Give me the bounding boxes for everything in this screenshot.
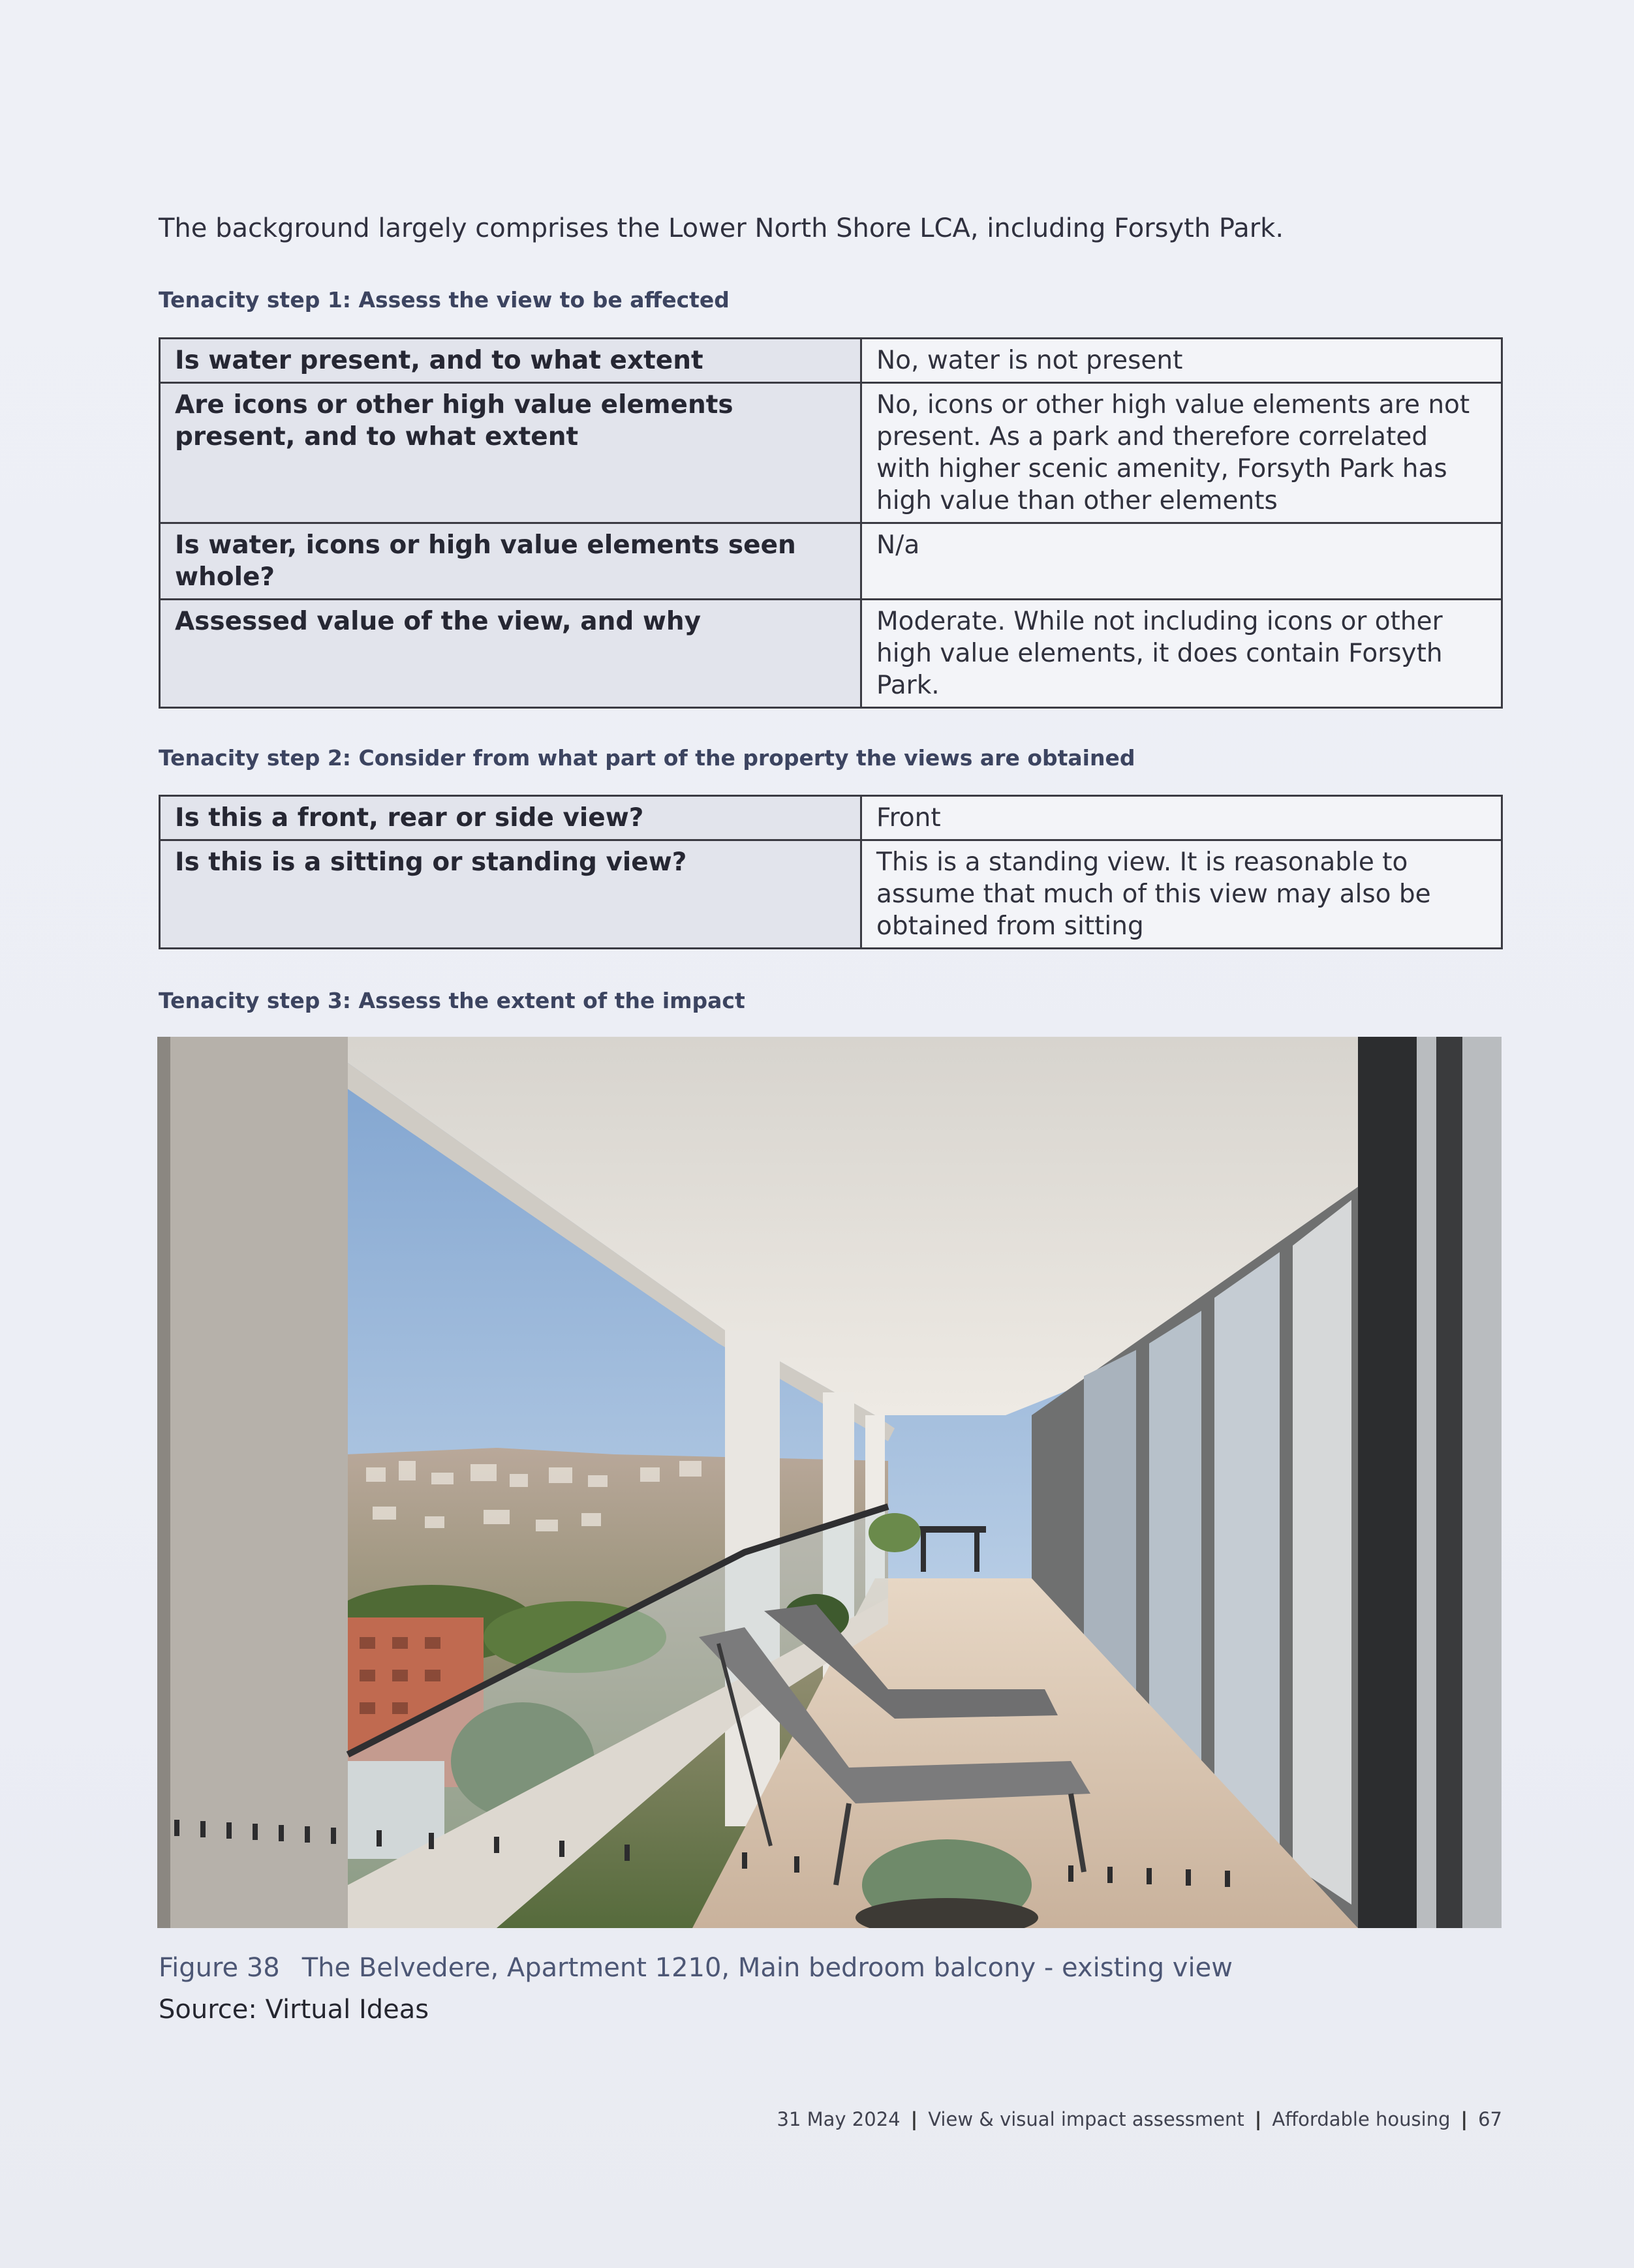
footer-date: 31 May 2024	[777, 2108, 901, 2130]
figure-caption-text: The Belvedere, Apartment 1210, Main bedroom balcony - existing view	[301, 1953, 1233, 1983]
table-row	[160, 796, 1502, 840]
step1-table	[159, 337, 1503, 709]
question-cell: Is this is a sitting or standing view?	[160, 840, 861, 949]
figure-number: Figure 38	[159, 1953, 280, 1983]
footer-document-title: View & visual impact assessment	[928, 2108, 1244, 2130]
question-cell: Is water, icons or high value elements seen whole?	[160, 523, 861, 600]
answer-cell: No, water is not present	[861, 339, 1502, 383]
balcony-photo-illustration	[157, 1037, 1502, 1928]
answer-cell: This is a standing view. It is reasonable to assume that much of this view may also be obtained from sitting	[861, 840, 1502, 949]
answer-cell: Moderate. While not including icons or other high value elements, it does contain Forsyth Park.	[861, 600, 1502, 708]
question-cell: Is water present, and to what extent	[160, 339, 861, 383]
table-row	[160, 840, 1502, 949]
page-number: 67	[1478, 2108, 1502, 2130]
balcony-photo	[157, 1037, 1502, 1928]
footer-separator: |	[1254, 2108, 1262, 2130]
intro-paragraph: The background largely comprises the Lower North Shore LCA, including Forsyth Park.	[159, 213, 1284, 243]
step2-table	[159, 795, 1503, 949]
table-row	[160, 339, 1502, 383]
step1-heading: Tenacity step 1: Assess the view to be affected	[159, 287, 730, 313]
footer-section: Affordable housing	[1272, 2108, 1451, 2130]
question-cell: Assessed value of the view, and why	[160, 600, 861, 708]
figure-source: Source: Virtual Ideas	[159, 1995, 429, 2025]
answer-cell: N/a	[861, 523, 1502, 600]
answer-cell: Front	[861, 796, 1502, 840]
footer-separator: |	[1460, 2108, 1468, 2130]
footer-separator: |	[910, 2108, 918, 2130]
step3-heading: Tenacity step 3: Assess the extent of the impact	[159, 988, 745, 1013]
table-row	[160, 600, 1502, 708]
page-footer	[777, 2106, 1502, 2132]
question-cell: Are icons or other high value elements present, and to what extent	[160, 383, 861, 523]
answer-cell: No, icons or other high value elements are not present. As a park and therefore correlated with higher scenic amenity, Forsyth Park has high value than other elements	[861, 383, 1502, 523]
table-row	[160, 383, 1502, 523]
step2-heading: Tenacity step 2: Consider from what part of the property the views are obtained	[159, 745, 1135, 771]
figure-caption	[159, 1951, 1503, 1985]
table-row	[160, 523, 1502, 600]
question-cell: Is this a front, rear or side view?	[160, 796, 861, 840]
